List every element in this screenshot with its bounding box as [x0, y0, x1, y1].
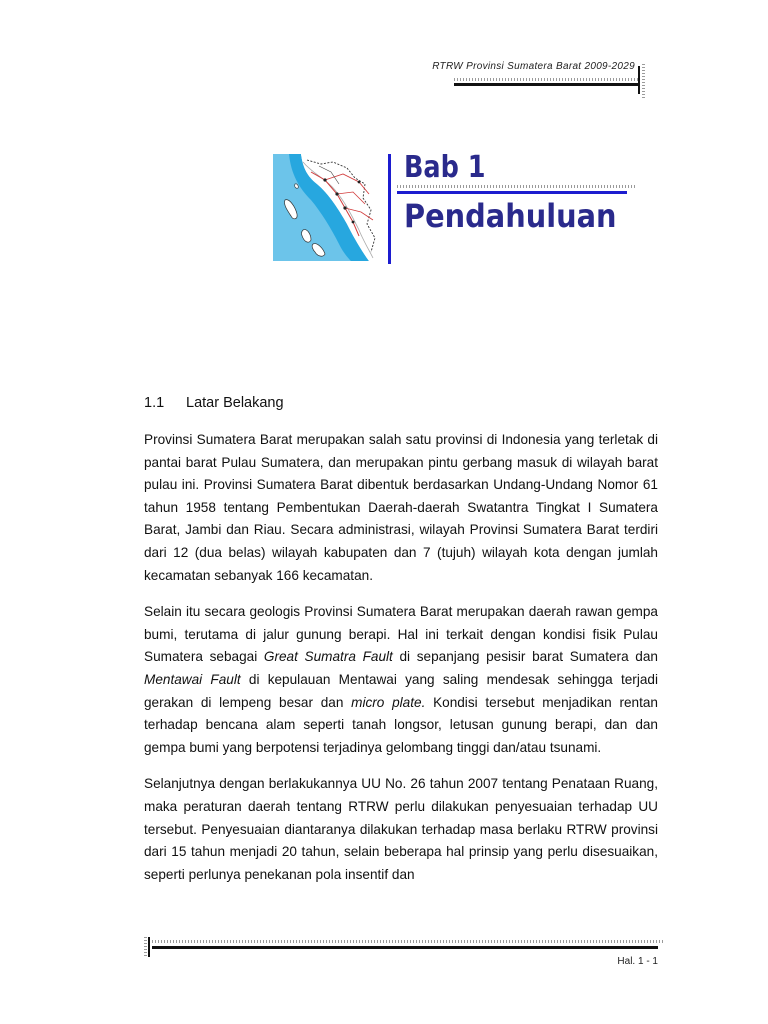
- paragraph-2-text-3: di kepulauan Mentawai yang saling mendesak sehingga terjadi gerakan di lempeng besar dan: [144, 671, 658, 710]
- section-number: 1.1: [144, 395, 165, 411]
- chapter-label: Bab 1: [404, 150, 486, 185]
- header-dotted-rule: [454, 78, 640, 81]
- header-vertical-rule: [638, 66, 640, 94]
- map-of-west-sumatra-icon: [273, 154, 385, 261]
- footer-dotted-rule: [152, 940, 663, 943]
- chapter-dotted-rule: [397, 185, 635, 188]
- body-text: [144, 429, 658, 900]
- paragraph-2: [144, 601, 658, 759]
- paragraph-2-emphasis-3: micro plate.: [351, 694, 426, 710]
- running-header-title: RTRW Provinsi Sumatera Barat 2009-2029: [432, 61, 635, 72]
- page-number: Hal. 1 - 1: [617, 956, 658, 967]
- paragraph-3: Selanjutnya dengan berlakukannya UU No. 26 tahun 2007 tentang Penataan Ruang, maka peraturan daerah tentang RTRW perlu dilakukan penyesuaian terhadap UU tersebut. Penyesuaian diantaranya dilakukan terhadap masa berlaku RTRW provinsi dari 15 tahun menjadi 20 tahun, selain beberapa hal prinsip yang perlu disesuaikan, seperti perlunya penekanan pola insentif dan: [144, 776, 658, 882]
- footer-vertical-dotted-rule: [144, 937, 147, 957]
- paragraph-2-text-4: Kondisi tersebut menjadikan rentan terhadap bencana alam seperti tanah longsor, letusan gunung berapi, dan dan gempa bumi yang berpotensi terjadinya gelombang tinggi dan/atau tsunami.: [144, 694, 658, 755]
- paragraph-2-text-1: Selain itu secara geologis Provinsi Sumatera Barat merupakan daerah rawan gempa bumi, terutama di jalur gunung berapi. Hal ini terkait dengan kondisi fisik Pulau Sumatera sebagai: [144, 604, 658, 665]
- paragraph-2-text-2: di sepanjang pesisir barat Sumatera dan: [392, 649, 658, 665]
- header-rule: [454, 83, 640, 86]
- header-vertical-dotted-rule: [642, 64, 645, 100]
- paragraph-1: Provinsi Sumatera Barat merupakan salah satu provinsi di Indonesia yang terletak di pantai barat Pulau Sumatera, dan merupakan pintu gerbang masuk di wilayah barat pulau ini. Provinsi Sumatera Barat dibentuk berdasarkan Undang-Undang Nomor 61 tahun 1958 tentang Pembentukan Daerah-daerah Swatantra Tingkat I Sumatera Barat, Jambi dan Riau. Secara administrasi, wilayah Provinsi Sumatera Barat terdiri dari 12 (dua belas) wilayah kabupaten dan 7 (tujuh) wilayah kota dengan jumlah kecamatan sebanyak 166 kecamatan.: [144, 432, 658, 583]
- footer-vertical-rule: [148, 937, 150, 957]
- paragraph-2-emphasis-2: Mentawai Fault: [144, 671, 241, 687]
- paragraph-2-emphasis-1: Great Sumatra Fault: [263, 649, 393, 665]
- chapter-vertical-rule: [388, 154, 391, 264]
- section-heading: [144, 395, 284, 411]
- section-title: Latar Belakang: [186, 395, 284, 411]
- footer-rule: [152, 946, 658, 949]
- chapter-rule: [397, 191, 627, 194]
- chapter-title: Pendahuluan: [404, 197, 617, 235]
